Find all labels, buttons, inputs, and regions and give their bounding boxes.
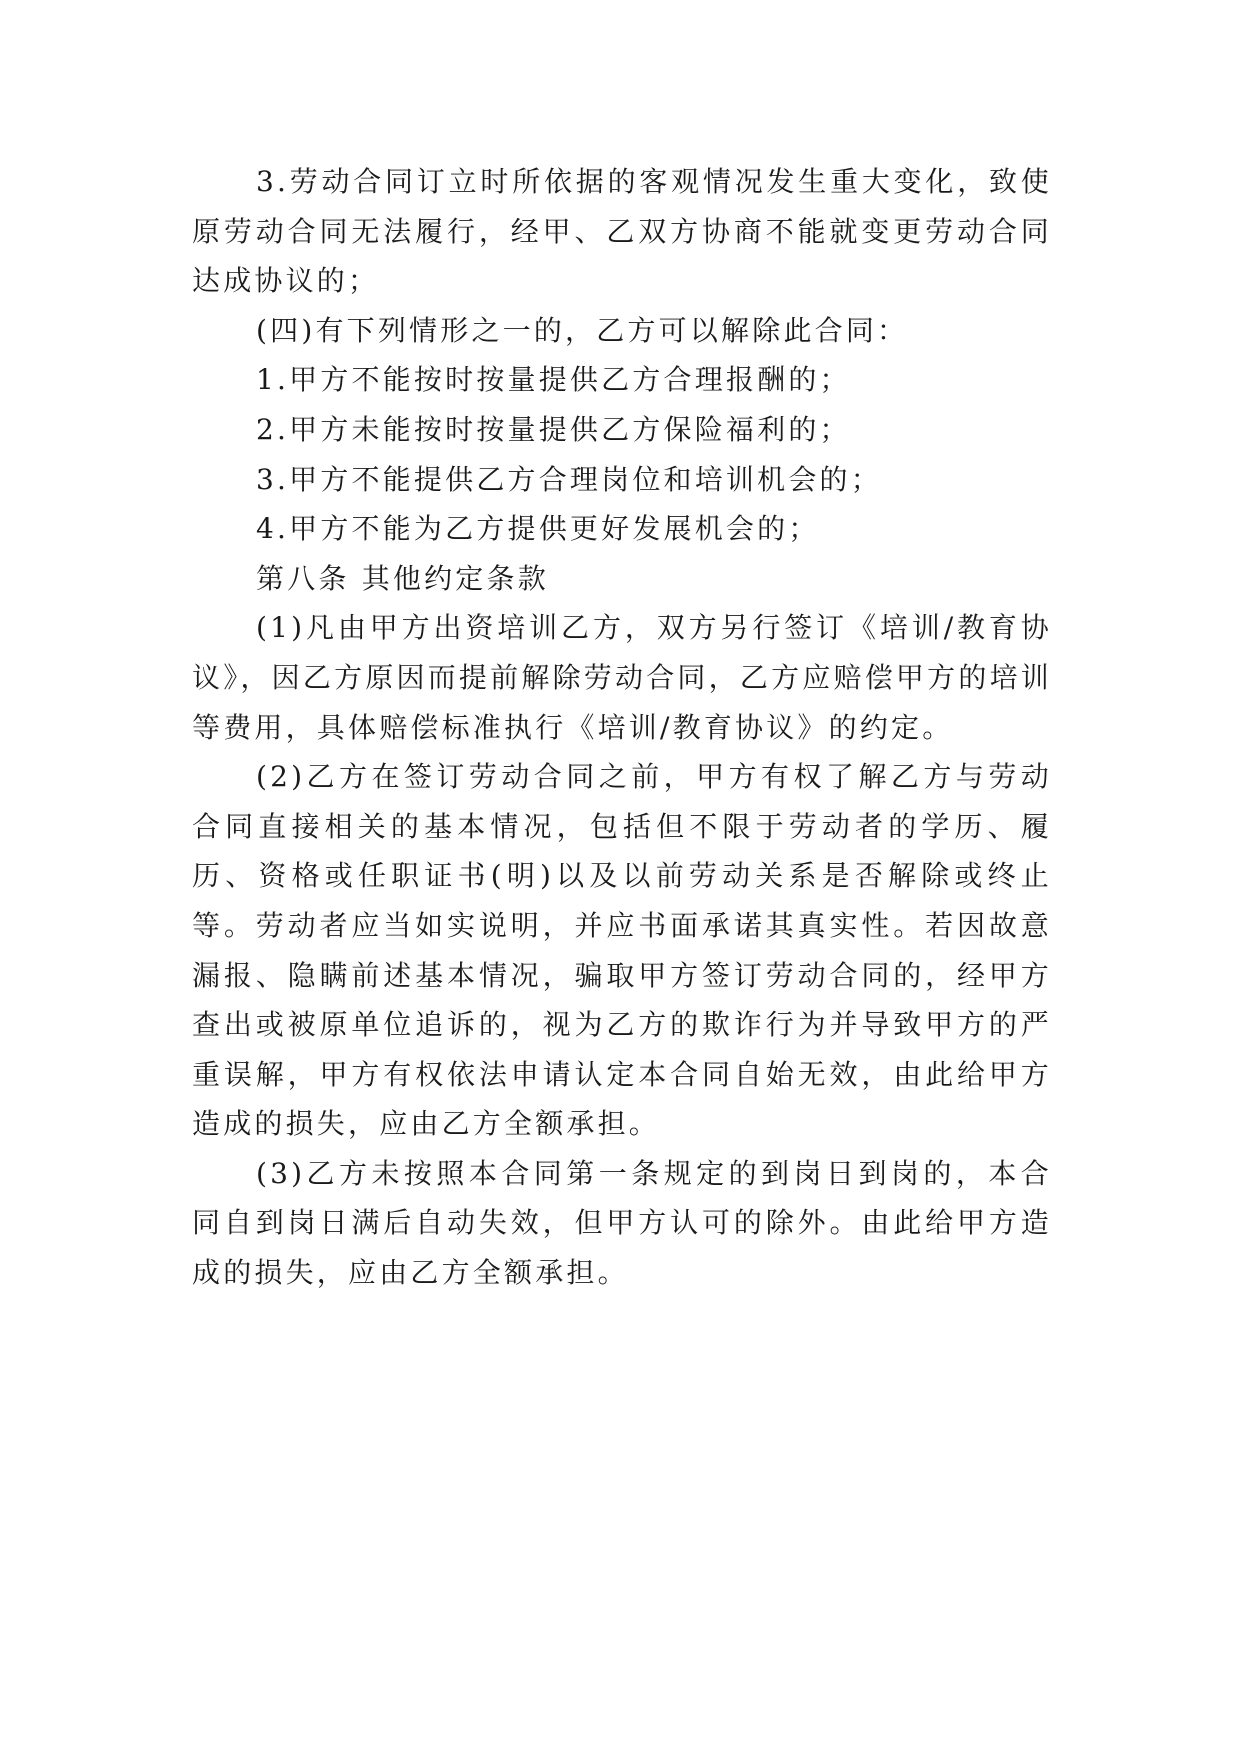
article-8-heading: 第八条 其他约定条款 [256,561,549,595]
paragraph-term-1: (1)凡由甲方出资培训乙方，双方另行签订《培训/教育协议》，因乙方原因而提前解除劳动合同，乙方应赔偿甲方的培训等费用，具体赔偿标准执行《培训/教育协议》的约定。 [192,611,1052,744]
paragraph-item-4: 4.甲方不能为乙方提供更好发展机会的； [256,512,820,546]
paragraph-term-3: (3)乙方未按照本合同第一条规定的到岗日到岗的，本合同自到岗日满后自动失效，但甲方认可的除外。由此给甲方造成的损失，应由乙方全额承担。 [192,1156,1052,1290]
paragraph-item-3: 3.甲方不能提供乙方合理岗位和培训机会的； [256,462,882,496]
paragraph-item-1: 1.甲方不能按时按量提供乙方合理报酬的； [256,363,851,397]
document-body [192,157,1052,1298]
paragraph-item-2: 2.甲方未能按时按量提供乙方保险福利的； [256,412,851,446]
paragraph-section-4-heading: (四)有下列情形之一的，乙方可以解除此合同： [256,313,909,347]
paragraph-term-2: (2)乙方在签订劳动合同之前，甲方有权了解乙方与劳动合同直接相关的基本情况，包括但不限于劳动者的学历、履历、资格或任职证书(明)以及以前劳动关系是否解除或终止等。劳动者应当如实说明，并应书面承诺其真实性。若因故意漏报、隐瞒前述基本情况，骗取甲方签订劳动合同的，经甲方查出或被原单位追诉的，视为乙方的欺诈行为并导致甲方的严重误解，甲方有权依法申请认定本合同自始无效，由此给甲方造成的损失，应由乙方全额承担。 [192,760,1052,1141]
paragraph-clause-3: 3.劳动合同订立时所依据的客观情况发生重大变化，致使原劳动合同无法履行，经甲、乙双方协商不能就变更劳动合同达成协议的； [192,165,1052,298]
